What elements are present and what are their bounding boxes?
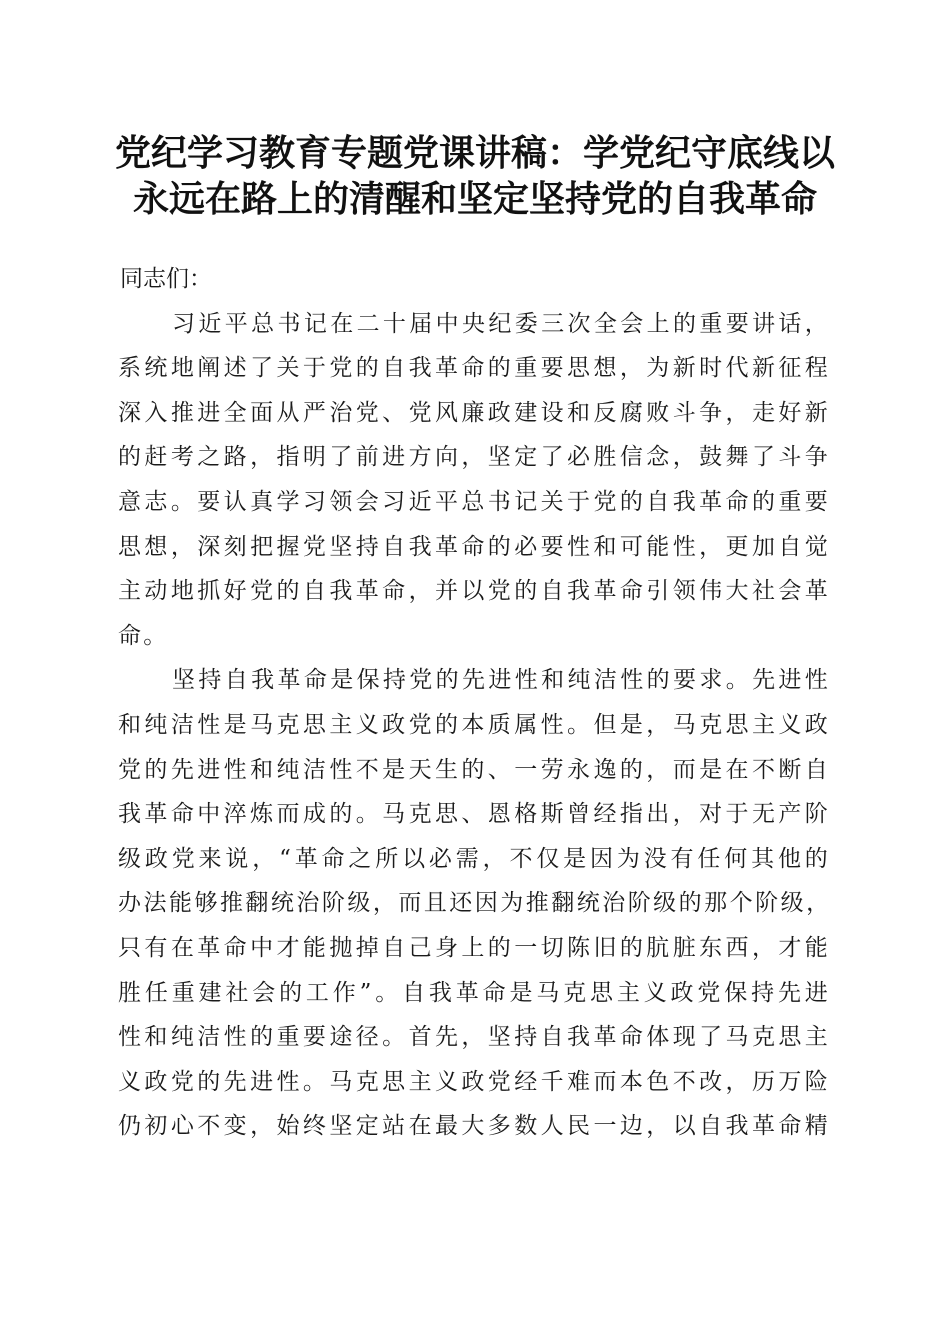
- paragraph-line: 胜任重建社会的工作”。自我革命是马克思主义政党保持先进: [118, 979, 830, 1006]
- paragraph-line: 办法能够推翻统治阶级，而且还因为推翻统治阶级的那个阶级，: [118, 890, 830, 917]
- paragraph-line: 党的先进性和纯洁性不是天生的、一劳永逸的，而是在不断自: [118, 756, 830, 783]
- paragraph-line: 和纯洁性是马克思主义政党的本质属性。但是，马克思主义政: [118, 711, 830, 738]
- title-line-1: 党纪学习教育专题党课讲稿：学党纪守底线以: [114, 132, 835, 174]
- paragraph-line: 习近平总书记在二十届中央纪委三次全会上的重要讲话，: [172, 310, 830, 337]
- paragraph-line: 意志。要认真学习领会习近平总书记关于党的自我革命的重要: [118, 488, 830, 515]
- document-body: [118, 257, 830, 1149]
- paragraph-line: 坚持自我革命是保持党的先进性和纯洁性的要求。先进性: [172, 667, 830, 694]
- paragraph-line: 级政党来说，“革命之所以必需，不仅是因为没有任何其他的: [118, 845, 830, 872]
- paragraph-line: 深入推进全面从严治党、党风廉政建设和反腐败斗争，走好新: [118, 399, 830, 426]
- paragraph-line: 命。: [118, 622, 169, 649]
- paragraph-2: [118, 658, 830, 1149]
- document-title: [110, 130, 840, 222]
- paragraph-line: 只有在革命中才能抛掉自己身上的一切陈旧的肮脏东西，才能: [118, 934, 830, 961]
- paragraph-line: 思想，深刻把握党坚持自我革命的必要性和可能性，更加自觉: [118, 533, 830, 560]
- paragraph-line: 义政党的先进性。马克思主义政党经千难而本色不改，历万险: [118, 1068, 830, 1095]
- paragraph-1: [118, 302, 830, 659]
- paragraph-line: 主动地抓好党的自我革命，并以党的自我革命引领伟大社会革: [118, 578, 830, 605]
- paragraph-line: 我革命中淬炼而成的。马克思、恩格斯曾经指出，对于无产阶: [118, 801, 830, 828]
- paragraph-line: 仍初心不变，始终坚定站在最大多数人民一边，以自我革命精: [118, 1113, 830, 1140]
- paragraph-line: 系统地阐述了关于党的自我革命的重要思想，为新时代新征程: [118, 355, 830, 382]
- salutation: 同志们：: [120, 266, 212, 292]
- paragraph-line: 性和纯洁性的重要途径。首先，坚持自我革命体现了马克思主: [118, 1024, 830, 1051]
- title-line-2: 永远在路上的清醒和坚定坚持党的自我革命: [132, 178, 817, 220]
- paragraph-line: 的赶考之路，指明了前进方向，坚定了必胜信念，鼓舞了斗争: [118, 444, 830, 471]
